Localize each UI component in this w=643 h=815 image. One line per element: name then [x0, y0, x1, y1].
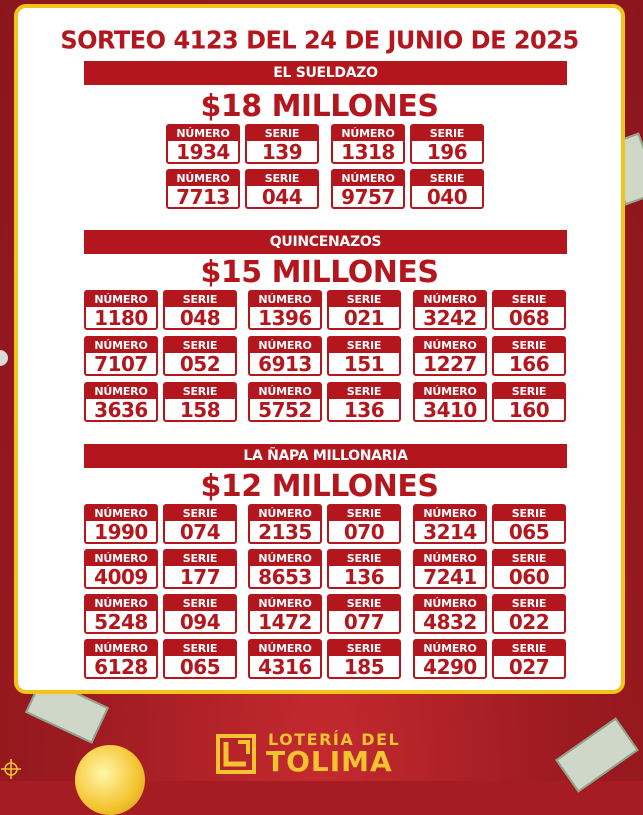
numero-label: NÚMERO: [415, 506, 485, 521]
serie-label: SERIE: [412, 171, 482, 186]
gold-coin-decoration: [75, 745, 145, 815]
serie-label: SERIE: [494, 338, 564, 353]
loteria-del-tolima-logo: [216, 728, 428, 778]
numero-value: 3636: [94, 398, 148, 422]
serie-label: SERIE: [165, 292, 235, 307]
numero-value: 1227: [423, 352, 477, 376]
numero-cell: [413, 549, 487, 589]
serie-label: SERIE: [329, 338, 399, 353]
serie-label: SERIE: [329, 551, 399, 566]
serie-cell: [327, 639, 401, 679]
numero-label: NÚMERO: [415, 338, 485, 353]
numero-value: 7107: [94, 352, 148, 376]
serie-label: SERIE: [247, 171, 317, 186]
results-card: [14, 4, 625, 694]
numero-value: 2135: [258, 520, 312, 544]
numero-label: NÚMERO: [415, 292, 485, 307]
numero-cell: [331, 169, 405, 209]
serie-cell: [163, 594, 237, 634]
serie-cell: [327, 594, 401, 634]
serie-value: 158: [179, 398, 221, 422]
numero-label: NÚMERO: [250, 292, 320, 307]
serie-cell: [492, 290, 566, 330]
numero-cell: [166, 124, 240, 164]
draw-title: SORTEO 4123 DEL 24 DE JUNIO DE 2025: [60, 25, 579, 55]
numero-cell: [413, 504, 487, 544]
numero-cell: [413, 290, 487, 330]
serie-value: 196: [426, 140, 468, 164]
numero-label: NÚMERO: [86, 506, 156, 521]
numero-value: 4316: [258, 655, 312, 679]
serie-value: 052: [179, 352, 221, 376]
numero-label: NÚMERO: [86, 338, 156, 353]
numero-cell: [331, 124, 405, 164]
numero-value: 3242: [423, 306, 477, 330]
serie-value: 022: [508, 610, 550, 634]
serie-label: SERIE: [494, 551, 564, 566]
serie-cell: [327, 504, 401, 544]
serie-cell: [492, 594, 566, 634]
serie-label: SERIE: [329, 384, 399, 399]
numero-cell: [248, 594, 322, 634]
serie-label: SERIE: [329, 292, 399, 307]
serie-value: 074: [179, 520, 221, 544]
serie-value: 094: [179, 610, 221, 634]
serie-cell: [492, 549, 566, 589]
numero-label: NÚMERO: [250, 384, 320, 399]
numero-cell: [413, 382, 487, 422]
section-title-quincenazos: QUINCENAZOS: [84, 230, 567, 254]
serie-label: SERIE: [494, 641, 564, 656]
numero-cell: [248, 549, 322, 589]
serie-value: 136: [343, 398, 385, 422]
brand-line-1: LOTERÍA DEL: [268, 730, 401, 749]
numero-label: NÚMERO: [333, 126, 403, 141]
numero-value: 1934: [176, 140, 230, 164]
numero-cell: [84, 594, 158, 634]
numero-value: 4832: [423, 610, 477, 634]
numero-label: NÚMERO: [86, 384, 156, 399]
serie-cell: [245, 169, 319, 209]
numero-value: 7713: [176, 185, 230, 209]
serie-label: SERIE: [165, 384, 235, 399]
numero-label: NÚMERO: [333, 171, 403, 186]
numero-value: 8653: [258, 565, 312, 589]
crosshair-icon: [0, 758, 22, 780]
brand-line-2: TOLIMA: [266, 745, 393, 778]
serie-value: 068: [508, 306, 550, 330]
serie-cell: [163, 504, 237, 544]
serie-cell: [492, 639, 566, 679]
serie-value: 136: [343, 565, 385, 589]
serie-cell: [163, 382, 237, 422]
serie-cell: [410, 169, 484, 209]
serie-label: SERIE: [494, 292, 564, 307]
serie-cell: [163, 336, 237, 376]
numero-label: NÚMERO: [86, 292, 156, 307]
numero-value: 6128: [94, 655, 148, 679]
numero-cell: [84, 639, 158, 679]
serie-cell: [492, 382, 566, 422]
serie-label: SERIE: [494, 384, 564, 399]
prize-amount-sueldazo: $18 MILLONES: [200, 89, 439, 124]
serie-cell: [163, 549, 237, 589]
serie-cell: [410, 124, 484, 164]
numero-cell: [166, 169, 240, 209]
numero-label: NÚMERO: [250, 551, 320, 566]
serie-value: 185: [343, 655, 385, 679]
numero-value: 6913: [258, 352, 312, 376]
numero-label: NÚMERO: [250, 506, 320, 521]
numero-value: 1318: [341, 140, 395, 164]
serie-value: 151: [343, 352, 385, 376]
numero-label: NÚMERO: [86, 551, 156, 566]
numero-cell: [413, 594, 487, 634]
serie-label: SERIE: [329, 641, 399, 656]
logo-mark-icon: [216, 734, 256, 774]
section-title-napa-millonaria: LA ÑAPA MILLONARIA: [84, 444, 567, 468]
numero-cell: [84, 290, 158, 330]
serie-label: SERIE: [412, 126, 482, 141]
numero-value: 3214: [423, 520, 477, 544]
serie-value: 139: [261, 140, 303, 164]
numero-value: 1472: [258, 610, 312, 634]
serie-cell: [163, 290, 237, 330]
serie-value: 065: [508, 520, 550, 544]
numero-label: NÚMERO: [415, 596, 485, 611]
serie-value: 060: [508, 565, 550, 589]
serie-cell: [327, 290, 401, 330]
numero-label: NÚMERO: [415, 551, 485, 566]
serie-label: SERIE: [329, 506, 399, 521]
numero-label: NÚMERO: [250, 338, 320, 353]
serie-label: SERIE: [494, 596, 564, 611]
section-title-sueldazo: EL SUELDAZO: [84, 61, 567, 85]
serie-value: 077: [343, 610, 385, 634]
numero-value: 1180: [94, 306, 148, 330]
numero-value: 5248: [94, 610, 148, 634]
serie-cell: [245, 124, 319, 164]
numero-cell: [84, 382, 158, 422]
serie-value: 021: [343, 306, 385, 330]
numero-cell: [248, 639, 322, 679]
numero-label: NÚMERO: [250, 641, 320, 656]
numero-label: NÚMERO: [415, 641, 485, 656]
numero-cell: [248, 504, 322, 544]
serie-value: 044: [261, 185, 303, 209]
serie-cell: [327, 382, 401, 422]
numero-value: 7241: [423, 565, 477, 589]
numero-cell: [413, 639, 487, 679]
serie-value: 160: [508, 398, 550, 422]
serie-label: SERIE: [165, 506, 235, 521]
numero-label: NÚMERO: [86, 596, 156, 611]
numero-value: 1990: [94, 520, 148, 544]
numero-value: 4290: [423, 655, 477, 679]
serie-cell: [492, 336, 566, 376]
numero-value: 9757: [341, 185, 395, 209]
serie-cell: [492, 504, 566, 544]
numero-cell: [248, 382, 322, 422]
serie-value: 040: [426, 185, 468, 209]
numero-label: NÚMERO: [86, 641, 156, 656]
serie-value: 065: [179, 655, 221, 679]
numero-label: NÚMERO: [168, 171, 238, 186]
numero-value: 1396: [258, 306, 312, 330]
serie-value: 070: [343, 520, 385, 544]
serie-cell: [327, 336, 401, 376]
serie-value: 027: [508, 655, 550, 679]
serie-label: SERIE: [165, 551, 235, 566]
numero-value: 5752: [258, 398, 312, 422]
serie-label: SERIE: [165, 596, 235, 611]
numero-label: NÚMERO: [415, 384, 485, 399]
serie-label: SERIE: [329, 596, 399, 611]
serie-label: SERIE: [165, 338, 235, 353]
numero-value: 3410: [423, 398, 477, 422]
serie-label: SERIE: [165, 641, 235, 656]
numero-value: 4009: [94, 565, 148, 589]
numero-cell: [84, 504, 158, 544]
serie-value: 048: [179, 306, 221, 330]
prize-amount-quincenazos: $15 MILLONES: [200, 255, 439, 290]
numero-cell: [248, 290, 322, 330]
serie-cell: [163, 639, 237, 679]
numero-label: NÚMERO: [168, 126, 238, 141]
serie-value: 166: [508, 352, 550, 376]
prize-amount-napa-millonaria: $12 MILLONES: [200, 469, 439, 504]
serie-label: SERIE: [247, 126, 317, 141]
serie-cell: [327, 549, 401, 589]
numero-label: NÚMERO: [250, 596, 320, 611]
numero-cell: [84, 549, 158, 589]
serie-value: 177: [179, 565, 221, 589]
numero-cell: [413, 336, 487, 376]
serie-label: SERIE: [494, 506, 564, 521]
numero-cell: [248, 336, 322, 376]
numero-cell: [84, 336, 158, 376]
